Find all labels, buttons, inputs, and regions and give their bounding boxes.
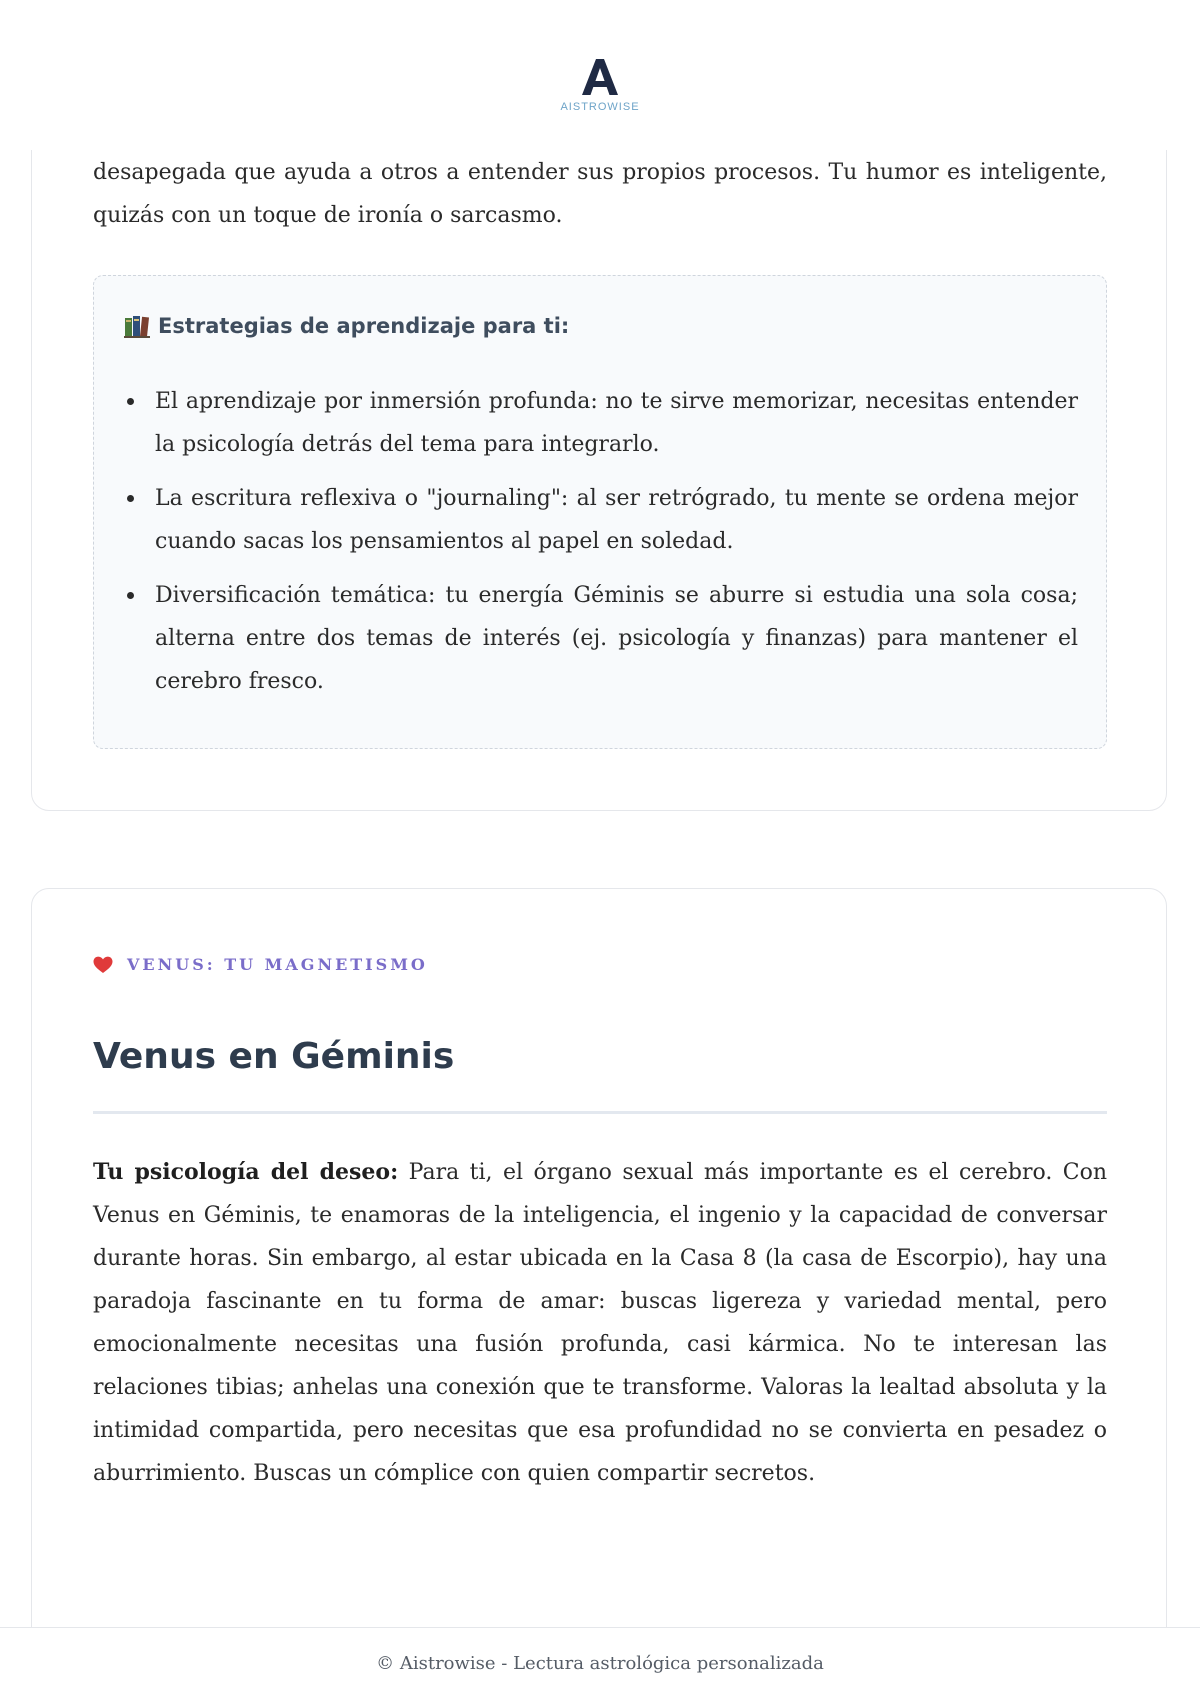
mercury-card bbox=[31, 110, 1167, 811]
strategies-list bbox=[124, 380, 1078, 714]
heart-icon bbox=[93, 956, 113, 974]
brand-name: AISTROWISE bbox=[560, 101, 640, 113]
learning-strategies-box bbox=[93, 275, 1107, 749]
section-label-text: VENUS: TU MAGNETISMO bbox=[127, 955, 428, 974]
page-header bbox=[0, 0, 1200, 150]
venus-paragraph bbox=[93, 1151, 1107, 1495]
list-item: Diversificación temática: tu energía Géminis se aburre si estudia una sola cosa; alterna entre dos temas de interés (ej. psicología y finanzas) para mantener el cerebro fresco. bbox=[124, 574, 1078, 703]
list-item: El aprendizaje por inmersión profunda: no te sirve memorizar, necesitas entender la psicología detrás del tema para integrarlo. bbox=[124, 380, 1078, 466]
venus-card bbox=[31, 888, 1167, 1697]
page-footer bbox=[0, 1627, 1200, 1697]
aistrowise-logo-icon bbox=[578, 55, 622, 99]
list-item: La escritura reflexiva o "journaling": al ser retrógrado, tu mente se ordena mejor cuando sacas los pensamientos al papel en soledad. bbox=[124, 477, 1078, 563]
section-label bbox=[93, 955, 428, 974]
section-title: Venus en Géminis bbox=[93, 1036, 455, 1077]
title-divider bbox=[93, 1111, 1107, 1114]
brand-logo bbox=[0, 55, 1200, 113]
strategies-heading bbox=[124, 314, 569, 338]
strategies-title: Estrategias de aprendizaje para ti: bbox=[158, 314, 570, 338]
paragraph-lead: Tu psicología del deseo: bbox=[93, 1159, 399, 1185]
footer-text: © Aistrowise - Lectura astrológica personalizada bbox=[376, 1653, 824, 1674]
books-icon bbox=[124, 314, 150, 338]
intro-paragraph: desapegada que ayuda a otros a entender sus propios procesos. Tu humor es inteligente, quizás con un toque de ironía o sarcasmo. bbox=[93, 160, 1107, 228]
paragraph-body: Para ti, el órgano sexual más importante es el cerebro. Con Venus en Géminis, te enamoras de la inteligencia, el ingenio y la capacidad de conversar durante horas. Sin embargo, al estar ubicada en la Casa 8 (la casa de Escorpio), hay una paradoja fascinante en tu forma de amar: buscas ligereza y variedad mental, pero emocionalmente necesitas una fusión profunda, casi kármica. No te interesan las relaciones tibias; anhelas una conexión que te transforme. Valoras la lealtad absoluta y la intimidad compartida, pero necesitas que esa profundidad no se convierta en pesadez o aburrimiento. Buscas un cómplice con quien compartir secretos. bbox=[93, 1160, 1108, 1486]
